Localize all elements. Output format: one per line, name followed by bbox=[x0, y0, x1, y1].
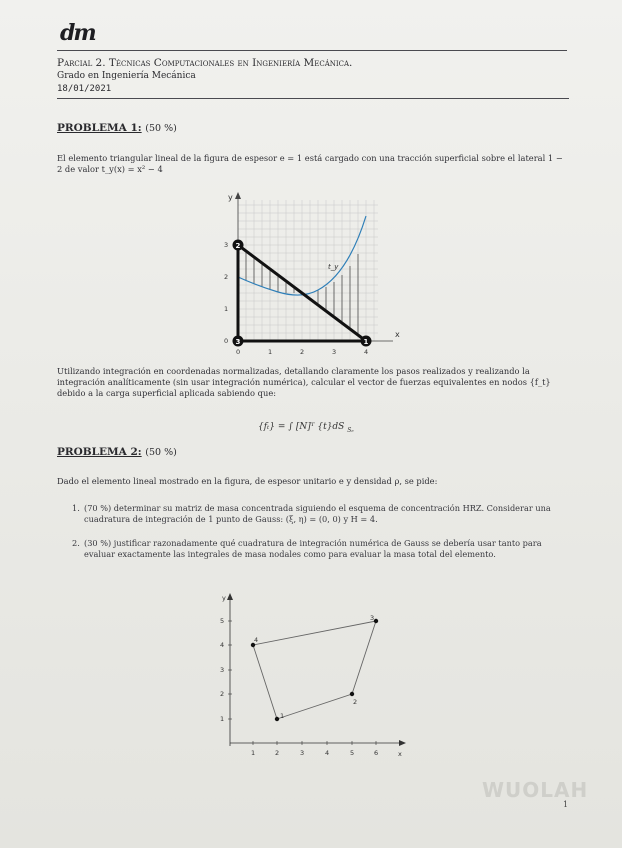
x-tick-2: 2 bbox=[300, 348, 305, 356]
x-tick-5: 5 bbox=[350, 749, 355, 757]
item-2-text: (30 %) justificar razonadamente qué cuadratura de integración numérica de Gauss se debería usar tanto para evaluar exactamente las integrales de masa nodales como para evaluar la masa total del elemento. bbox=[84, 538, 542, 559]
y-tick-0: 0 bbox=[224, 337, 229, 345]
y-axis-arrow bbox=[227, 593, 233, 600]
page-number: 1 bbox=[563, 800, 569, 809]
y-tick-3: 3 bbox=[224, 241, 229, 249]
problem2-weight: (50 %) bbox=[145, 447, 177, 458]
exam-date: 18/01/2021 bbox=[57, 84, 112, 94]
problem1-instructions: Utilizando integración en coordenadas normalizadas, detallando claramente los pasos realizados y realizando la integración analíticamente (sin usar integración numérica), calcular el vector de fuerzas equivalentes en nodos {f_t} debido a la carga superficial aplicada sabiendo que: bbox=[57, 366, 551, 398]
y-tick-2: 2 bbox=[220, 690, 225, 698]
x-tick-0: 0 bbox=[236, 348, 241, 356]
node-3-marker bbox=[374, 619, 378, 623]
y-axis-label: y bbox=[222, 594, 226, 602]
quadrilateral-element bbox=[253, 621, 376, 719]
formula-body: {fₜ} = ∫ [N]ᵀ {t}dS bbox=[258, 422, 345, 432]
load-label: t_y bbox=[328, 263, 339, 271]
problem2-item-2 bbox=[72, 538, 567, 560]
problem2-title: PROBLEMA 2: bbox=[57, 446, 142, 458]
y-tick-5: 5 bbox=[220, 617, 225, 625]
x-tick-1: 1 bbox=[251, 749, 256, 757]
exam-title: Parcial 2. Técnicas Computacionales en Ingeniería Mecánica. bbox=[57, 57, 353, 69]
problem1-statement: El elemento triangular lineal de la figura de espesor e = 1 está cargado con una tracción superficial sobre el lateral 1 − 2 de valor t_y(x) = x² − 4 bbox=[57, 153, 563, 174]
problem2-statement: Dado el elemento lineal mostrado en la figura, de espesor unitario e y densidad ρ, se pide: bbox=[57, 476, 438, 486]
problem2-figure bbox=[214, 588, 414, 763]
problem2-item-1 bbox=[72, 503, 567, 525]
x-axis-label: x bbox=[398, 750, 402, 758]
header-top-rule bbox=[57, 50, 567, 51]
x-tick-4: 4 bbox=[325, 749, 330, 757]
watermark: WUOLAH bbox=[482, 778, 589, 802]
node-4-label: 4 bbox=[254, 636, 259, 644]
formula-domain: Sₑ bbox=[347, 426, 354, 434]
x-tick-3: 3 bbox=[332, 348, 337, 356]
item-1-text: (70 %) determinar su matriz de masa concentrada siguiendo el esquema de concentración HRZ. Considerar una cuadratura de integración de 1 punto de Gauss: (ξ, η) = (0, 0) y H = 4. bbox=[84, 503, 551, 524]
y-tick-1: 1 bbox=[220, 715, 225, 723]
university-logo: dm bbox=[60, 20, 95, 46]
y-tick-1: 1 bbox=[224, 305, 229, 313]
x-tick-3: 3 bbox=[300, 749, 305, 757]
item-2-number: 2. bbox=[72, 538, 80, 548]
node-1-label: 1 bbox=[280, 712, 285, 720]
node-3-label: 3 bbox=[235, 338, 241, 346]
force-vector-formula bbox=[258, 422, 354, 434]
node-1-marker bbox=[275, 717, 279, 721]
x-tick-6: 6 bbox=[374, 749, 379, 757]
y-tick-2: 2 bbox=[224, 273, 229, 281]
node-1-label: 1 bbox=[363, 338, 369, 346]
problem2-heading bbox=[57, 446, 177, 458]
grid bbox=[235, 200, 378, 341]
y-axis-label: y bbox=[228, 193, 233, 202]
node-2-marker bbox=[350, 692, 354, 696]
problem1-heading bbox=[57, 122, 177, 134]
x-tick-1: 1 bbox=[268, 348, 273, 356]
node-2-label: 2 bbox=[235, 242, 241, 250]
problem1-figure bbox=[218, 186, 408, 362]
x-axis-arrow bbox=[399, 740, 406, 746]
header-bottom-rule bbox=[57, 98, 569, 99]
node-3-label: 3 bbox=[370, 614, 375, 622]
item-1-number: 1. bbox=[72, 503, 80, 513]
degree-name: Grado en Ingeniería Mecánica bbox=[57, 71, 196, 81]
x-tick-4: 4 bbox=[364, 348, 369, 356]
y-axis-arrow bbox=[235, 192, 241, 199]
x-tick-2: 2 bbox=[275, 749, 280, 757]
x-axis-label: x bbox=[395, 330, 400, 339]
node-2-label: 2 bbox=[353, 698, 358, 706]
problem1-weight: (50 %) bbox=[145, 123, 177, 134]
problem1-title: PROBLEMA 1: bbox=[57, 122, 142, 134]
y-tick-4: 4 bbox=[220, 641, 225, 649]
y-tick-3: 3 bbox=[220, 666, 225, 674]
